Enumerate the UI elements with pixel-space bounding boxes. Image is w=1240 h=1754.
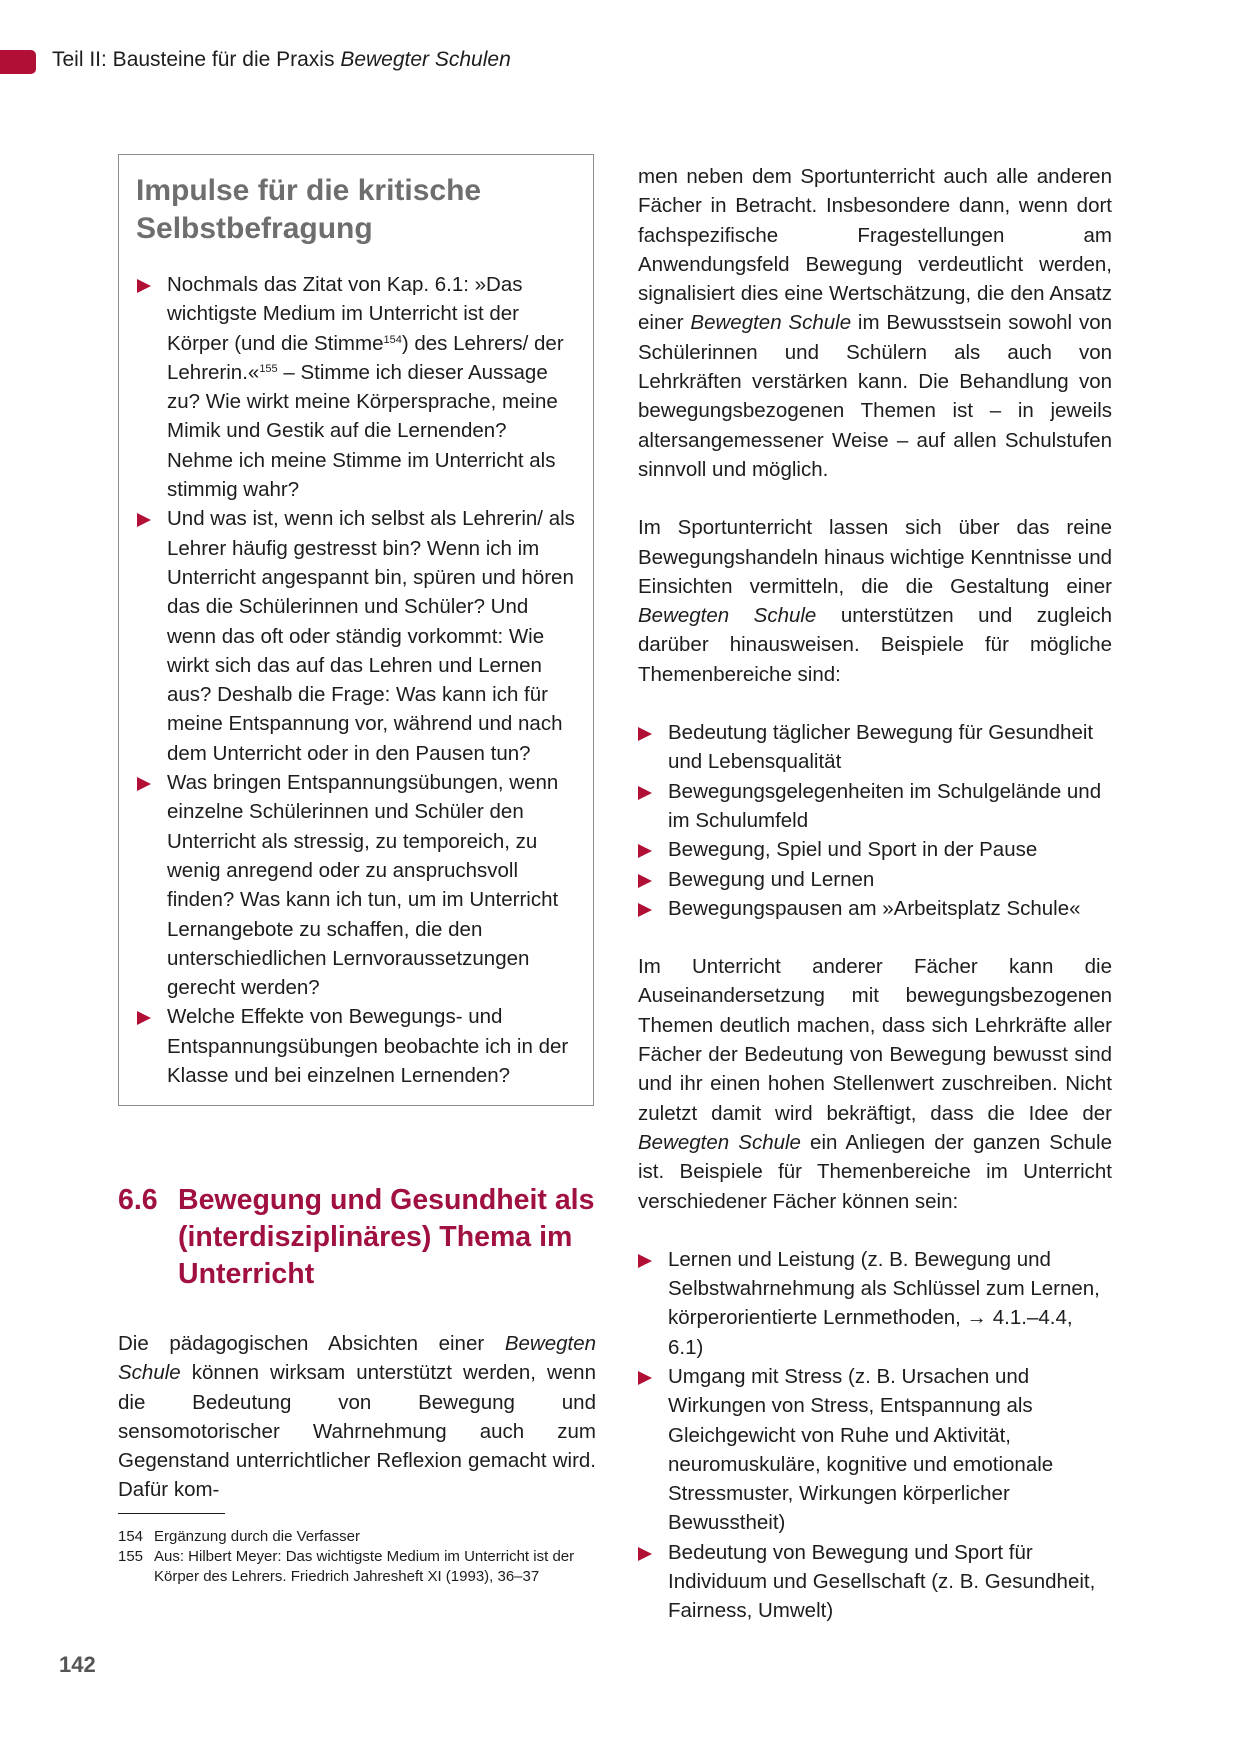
triangle-bullet-icon	[638, 874, 652, 888]
running-header	[52, 48, 511, 72]
running-header-italic: Bewegter Schulen	[340, 48, 511, 71]
paragraph-text: Die pädagogischen Absichten einer	[118, 1332, 505, 1355]
list-item-text: – Stimme ich dieser Aussage zu? Wie wirkt meine Körpersprache, meine Mimik und Gestik auf die Lernenden? Nehme ich meine Stimme im Unterricht als stimmig wahr?	[167, 360, 558, 502]
paragraph	[638, 162, 1112, 484]
section-title: Bewegung und Gesundheit als (interdisziplinäres) Thema im Unterricht	[178, 1184, 595, 1290]
paragraph-text: men neben dem Sportunterricht auch alle anderen Fächer in Betracht. Insbesondere dann, wenn dort fachspezifische Fragestellungen am Anwendungsfeld Bewegung verdeutlicht werden, signalisiert dies eine Wertschätzung, die den Ansatz einer	[638, 165, 1112, 335]
list-item-text: Bewegungspausen am »Arbeitsplatz Schule«	[668, 896, 1081, 920]
footnote-number: 155	[118, 1548, 144, 1565]
section-number: 6.6	[118, 1184, 158, 1216]
list-item-text: Und was ist, wenn ich selbst als Lehrerin/ als Lehrer häufig gestresst bin? Wenn ich im Unterricht angespannt bin, spüren und hören das die Schülerinnen und Schüler? Und wenn das oft oder ständig vorkommt: Wie wirkt sich das auf das Lehren und Lernen aus? Deshalb die Frage: Was kann ich für meine Entspannung vor, während und nach dem Unterricht oder in den Pausen tun?	[167, 507, 575, 765]
intro-paragraph	[118, 1329, 596, 1505]
footnotes	[118, 1527, 598, 1587]
paragraph-italic: Bewegten Schule	[638, 604, 817, 628]
list-item	[137, 1002, 577, 1090]
triangle-bullet-icon	[137, 777, 151, 791]
triangle-bullet-icon	[638, 1547, 652, 1561]
list-item	[638, 1362, 1112, 1538]
list-item-text: Lernen und Leistung (z. B. Bewegung und Selbstwahrnehmung als Schlüssel zum Lernen, körperorientierte Lernmethoden, → 4.1.–4.4, 6.1)	[668, 1247, 1100, 1359]
list-item-text: Welche Effekte von Bewegungs- und Entspannungsübungen beobachte ich in der Klasse und bei einzelnen Lernenden?	[167, 1005, 569, 1088]
list-item	[638, 718, 1112, 777]
footnote-number: 154	[118, 1528, 144, 1545]
paragraph-text: können wirksam unterstützt werden, wenn die Bedeutung von Bewegung und sensomotorischer Wahrnehmung auch zum Gegenstand unterrichtlicher Reflexion gemacht wird. Dafür kom-	[118, 1361, 596, 1502]
footnote	[118, 1527, 598, 1547]
list-item-text: Bedeutung von Bewegung und Sport für Individuum und Gesellschaft (z. B. Gesundheit, Fairness, Umwelt)	[668, 1540, 1096, 1623]
running-header-label: Teil II: Bausteine für die Praxis	[52, 48, 341, 71]
triangle-bullet-icon	[638, 727, 652, 741]
footnote-text: Aus: Hilbert Meyer: Das wichtigste Medium im Unterricht ist der Körper des Lehrers. Friedrich Jahresheft XI (1993), 36–37	[154, 1548, 575, 1585]
triangle-bullet-icon	[137, 1011, 151, 1025]
footnote-text: Ergänzung durch die Verfasser	[154, 1528, 360, 1545]
list-item-text: Bewegung und Lernen	[668, 867, 875, 891]
list-item-text: Bewegungsgelegenheiten im Schulgelände und im Schulumfeld	[668, 779, 1102, 832]
list-item-text: ) des Lehrers/ der Lehrerin.«	[167, 331, 564, 384]
list-item	[638, 1245, 1112, 1362]
header-accent-bar	[0, 50, 36, 74]
right-column	[638, 162, 1112, 1626]
list-item-text: Bewegung, Spiel und Sport in der Pause	[668, 838, 1038, 862]
paragraph-italic: Bewegten Schule	[118, 1332, 596, 1385]
list-item	[638, 865, 1112, 894]
triangle-bullet-icon	[137, 513, 151, 527]
impulse-box-title: Impulse für die kritische Selbstbefragung	[136, 174, 482, 245]
list-item-text: Bedeutung täglicher Bewegung für Gesundheit und Lebensqualität	[668, 721, 1094, 774]
paragraph	[638, 513, 1112, 689]
list-item	[638, 777, 1112, 836]
paragraph-italic: Bewegten Schule	[638, 1130, 801, 1154]
list-item-text: Umgang mit Stress (z. B. Ursachen und Wirkungen von Stress, Entspannung als Gleichgewicht von Ruhe und Aktivität, neuromuskuläre, kognitive und emotionale Stressmuster, Wirkungen körperlicher Bewusstheit)	[668, 1364, 1054, 1535]
paragraph-text: ein Anliegen der ganzen Schule ist. Beispiele für Themenbereiche im Unterricht verschiedener Fächer können sein:	[638, 1130, 1112, 1213]
triangle-bullet-icon	[638, 1371, 652, 1385]
footnote	[118, 1547, 598, 1587]
paragraph	[638, 952, 1112, 1216]
list-item-text: Nochmals das Zitat von Kap. 6.1: »Das wichtigste Medium im Unterricht ist der Körper (und die Stimme	[167, 273, 523, 355]
paragraph-text: im Bewusstsein sowohl von Schülerinnen und Schülern als auch von Lehrkräften verstärken kann. Die Behandlung von bewegungsbezogenen Themen ist – in jeweils altersangemessener Weise – auf allen Schulstufen sinnvoll und möglich.	[638, 311, 1112, 481]
sport-topics-list	[638, 718, 1112, 923]
paragraph-italic: Bewegten Schule	[690, 311, 852, 335]
footnote-ref[interactable]: 154	[383, 333, 402, 346]
footnote-ref[interactable]: 155	[259, 362, 278, 375]
triangle-bullet-icon	[638, 786, 652, 800]
list-item	[638, 835, 1112, 864]
list-item	[137, 270, 577, 504]
list-item	[638, 894, 1112, 923]
footnote-divider	[118, 1513, 225, 1514]
paragraph-text: unterstützen und zugleich darüber hinausweisen. Beispiele für mögliche Themenbereiche sind:	[638, 604, 1112, 686]
paragraph-text: Im Sportunterricht lassen sich über das reine Bewegungshandeln hinaus wichtige Kenntnisse und Einsichten vermitteln, die die Gestaltung einer	[638, 516, 1112, 598]
list-item	[137, 768, 577, 1002]
subject-topics-list	[638, 1245, 1112, 1626]
triangle-bullet-icon	[137, 279, 151, 293]
triangle-bullet-icon	[638, 903, 652, 917]
impulse-box-list	[137, 270, 577, 1090]
list-item	[137, 504, 577, 768]
paragraph-text: Im Unterricht anderer Fächer kann die Auseinandersetzung mit bewegungsbezogenen Themen deutlich machen, dass sich Lehrkräfte aller Fächer der Bedeutung von Bewegung bewusst sind und ihr einen hohen Stellenwert zuschreiben. Nicht zuletzt damit wird bekräftigt, dass die Idee der	[638, 955, 1112, 1125]
page-number: 142	[59, 1652, 96, 1677]
list-item	[638, 1538, 1112, 1626]
triangle-bullet-icon	[638, 844, 652, 858]
triangle-bullet-icon	[638, 1254, 652, 1268]
list-item-text: Was bringen Entspannungsübungen, wenn einzelne Schülerinnen und Schüler den Unterricht als stressig, zu temporeich, zu wenig anregend oder zu anspruchsvoll finden? Was kann ich tun, um im Unterricht Lernangebote zu schaffen, die den unterschiedlichen Lernvoraussetzungen gerecht werden?	[167, 771, 559, 1000]
